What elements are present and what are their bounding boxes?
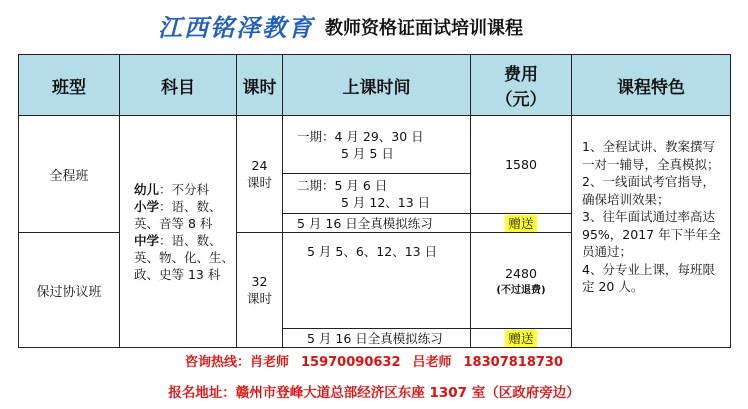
session-2-time — [283, 174, 471, 214]
gift-agreement-cell — [471, 329, 572, 348]
fee-agreement-note: (不过退费) — [496, 284, 546, 296]
fee-header-label: 费用 — [504, 65, 538, 85]
course-table — [18, 54, 731, 348]
class-type-full: 全程班 — [19, 116, 120, 233]
agreement-dates: 5 月 5、6、12、13 日 — [283, 233, 471, 329]
table-header-row — [19, 55, 731, 116]
session-1-line-b: 5 月 5 日 — [341, 145, 394, 161]
hours-agreement-value: 32 — [251, 274, 268, 289]
address-text: 赣州市登峰大道总部经济区东座 1307 室（区政府旁边） — [235, 385, 580, 401]
teacher-2-phone: 18307818730 — [463, 355, 564, 370]
address-label: 报名地址： — [168, 385, 236, 401]
subject-middle-label: 中学 — [134, 232, 160, 248]
subject-primary-text: ：语、数、英、音等 8 科 — [134, 198, 222, 231]
col-header-time: 上课时间 — [283, 55, 471, 116]
feature-item: 1、全程试讲、教案撰写一对一辅导，全真模拟； — [582, 139, 720, 172]
fee-full: 1580 — [471, 116, 572, 214]
page-title: 教师资格证面试培训课程 — [325, 18, 523, 39]
session-2-line-b: 5 月 12、13 日 — [341, 194, 431, 210]
features-cell — [572, 116, 731, 348]
fee-agreement-value: 2480 — [505, 265, 537, 281]
hotline-label: 咨询热线： — [184, 355, 250, 370]
teacher-1-phone: 15970090632 — [301, 355, 401, 370]
class-type-agreement: 保过协议班 — [19, 233, 120, 348]
hours-agreement-unit: 课时 — [246, 291, 272, 306]
feature-item: 4、分专业上课，每班限定 20 人。 — [582, 261, 715, 294]
teacher-1-name: 肖老师 — [249, 355, 289, 370]
hours-agreement — [237, 233, 283, 348]
fee-agreement — [471, 233, 572, 329]
fee-header-unit: （元） — [495, 90, 547, 110]
subject-middle-text: ：语、数、英、物、化、生、政、史等 13 科 — [134, 232, 235, 282]
hours-full — [237, 116, 283, 233]
page-header — [0, 0, 748, 52]
gift-badge: 赠送 — [505, 215, 536, 232]
address-line — [0, 381, 748, 401]
subjects-cell — [120, 116, 237, 348]
feature-item: 2、一线面试考官指导，确保培训效果； — [582, 174, 715, 207]
gift-full-cell — [471, 214, 572, 233]
teacher-2-name: 吕老师 — [412, 355, 452, 370]
mock-exam-agreement: 5 月 16 日全真模拟练习 — [283, 329, 471, 348]
session-1-time — [283, 116, 471, 174]
brand-logo-text: 江西铭泽教育 — [158, 13, 314, 42]
col-header-type: 班型 — [19, 55, 120, 116]
table-row — [19, 116, 731, 174]
hours-full-unit: 课时 — [246, 175, 272, 190]
hours-full-value: 24 — [251, 158, 268, 173]
feature-item: 3、往年面试通过率高达 95%，2017 年下半年全员通过； — [582, 209, 721, 259]
session-1-line-a: 一期：4 月 29、30 日 — [297, 128, 424, 144]
col-header-fee — [471, 55, 572, 116]
subject-primary-label: 小学 — [134, 198, 160, 214]
session-2-line-a: 二期：5 月 6 日 — [297, 177, 388, 193]
mock-exam-full: 5 月 16 日全真模拟练习 — [283, 214, 471, 233]
col-header-subject: 科目 — [120, 55, 237, 116]
col-header-hours: 课时 — [237, 55, 283, 116]
subject-kindergarten-text: ：不分科 — [159, 181, 210, 197]
col-header-features: 课程特色 — [572, 55, 731, 116]
hotline-line — [0, 351, 748, 370]
gift-badge: 赠送 — [505, 330, 536, 347]
subject-kindergarten-label: 幼儿 — [134, 181, 160, 197]
